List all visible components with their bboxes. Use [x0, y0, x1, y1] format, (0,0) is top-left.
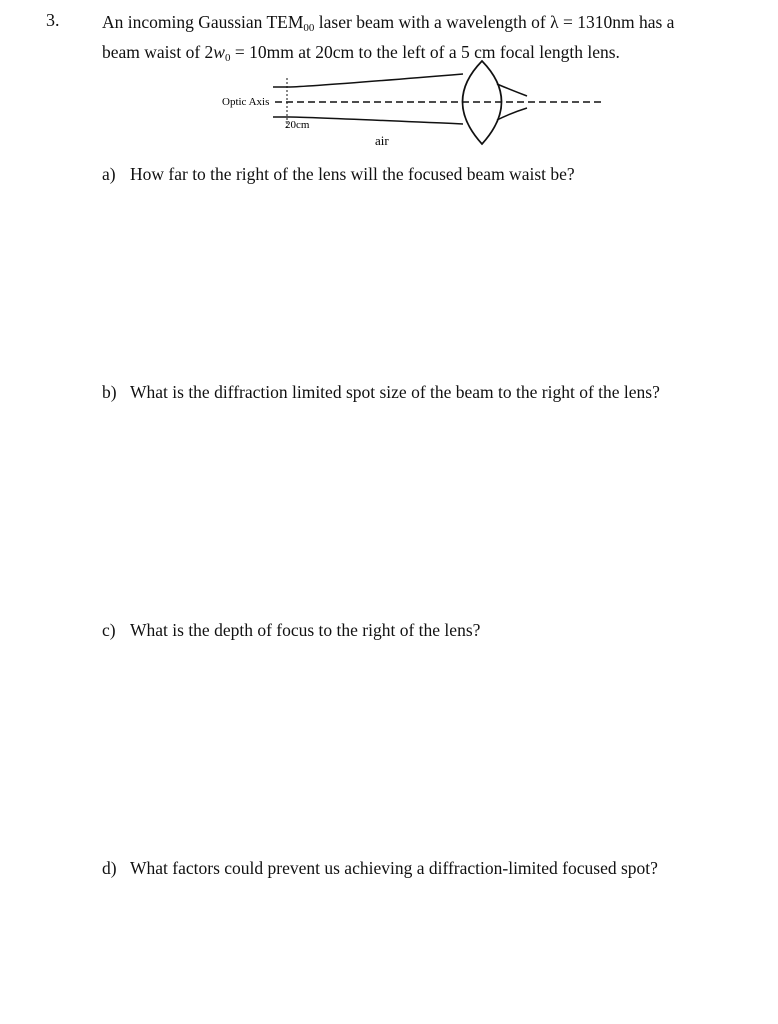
beam-upper-edge [273, 74, 463, 87]
subquestion-text: What is the diffraction limited spot size of the beam to the right of the lens? [130, 382, 660, 402]
optics-diagram [215, 58, 615, 158]
subquestion-d [102, 858, 658, 879]
subquestion-a [102, 164, 575, 185]
subquestion-text: What factors could prevent us achieving a diffraction-limited focused spot? [130, 858, 658, 878]
subquestion-c [102, 620, 480, 641]
subquestion-b [102, 382, 660, 403]
intro-text-4: beam waist of 2 [102, 42, 214, 62]
optic-axis-label: Optic Axis [222, 96, 270, 108]
subquestion-text: What is the depth of focus to the right of the lens? [130, 620, 481, 640]
intro-text-5: = 10mm at 20cm to the left of a 5 cm focal length lens. [230, 42, 620, 62]
subquestion-text: How far to the right of the lens will the focused beam waist be? [130, 164, 575, 184]
lambda-symbol: λ [550, 12, 559, 32]
subquestion-label: d) [102, 858, 117, 878]
subquestion-label: b) [102, 382, 117, 402]
waist-subscript: 0 [224, 52, 231, 64]
waist-symbol: w [213, 42, 225, 62]
intro-text-3: = 1310nm has a [558, 12, 675, 32]
tem-mode-subscript: 00 [303, 22, 315, 34]
medium-label: air [375, 133, 389, 148]
subquestion-label: a) [102, 164, 116, 184]
beam-lens-figure [215, 58, 615, 158]
subquestion-label: c) [102, 620, 116, 640]
intro-text-1: An incoming Gaussian TEM [102, 12, 304, 32]
distance-label: 20cm [285, 119, 310, 131]
question-number: 3. [46, 10, 60, 30]
intro-text-2: laser beam with a wavelength of [314, 12, 551, 32]
